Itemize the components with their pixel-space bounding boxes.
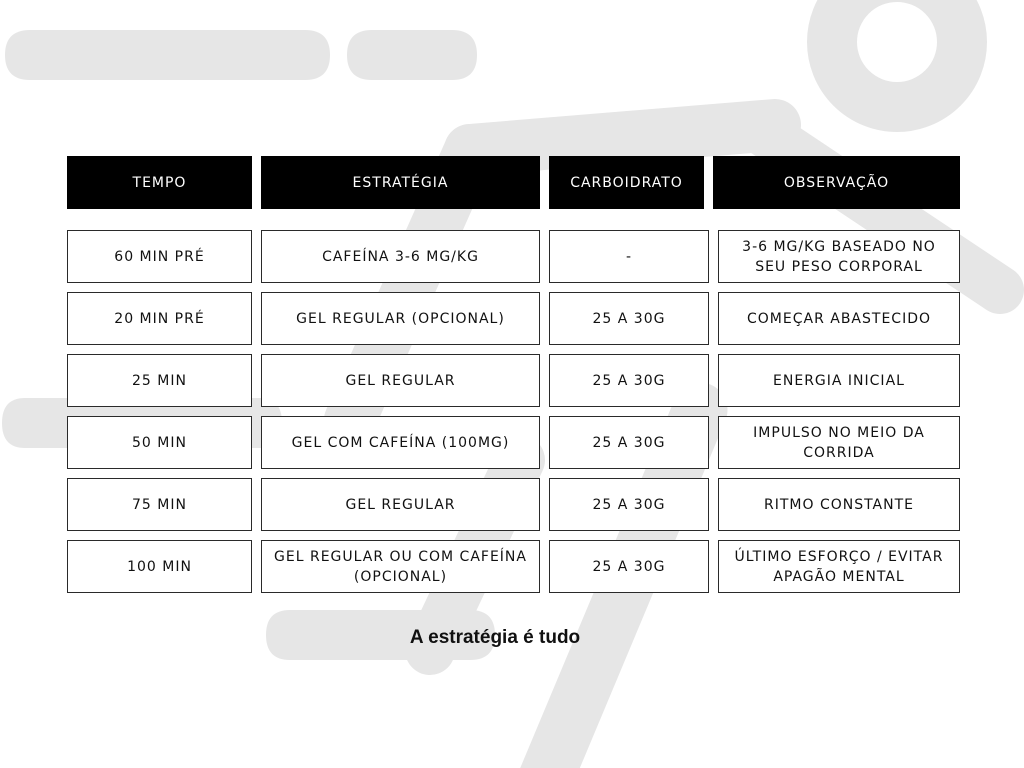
table-cell-tempo [67, 230, 252, 283]
table-cell-observacao [718, 540, 960, 593]
cell-text: 100 MIN [127, 558, 192, 575]
table-cell-estrategia [261, 416, 540, 469]
cell-text: 60 MIN PRÉ [114, 248, 205, 265]
table-cell-estrategia [261, 230, 540, 283]
cell-text: 75 MIN [132, 496, 187, 513]
table-cell-observacao [718, 416, 960, 469]
cell-text: 25 A 30G [592, 434, 666, 451]
cell-text: 25 A 30G [592, 496, 666, 513]
cell-text: 3-6 MG/KG BASEADO NO SEU PESO CORPORAL [742, 238, 936, 275]
cell-text: - [625, 248, 633, 265]
table-cell-carboidrato [549, 230, 709, 283]
header-carboidrato [549, 156, 704, 209]
header-estrategia-label: ESTRATÉGIA [352, 174, 449, 191]
header-tempo [67, 156, 252, 209]
header-carboidrato-label: CARBOIDRATO [570, 174, 683, 191]
header-observacao-label: OBSERVAÇÃO [783, 174, 890, 191]
table-cell-carboidrato [549, 354, 709, 407]
table-cell-estrategia [261, 478, 540, 531]
header-observacao [713, 156, 960, 209]
table-cell-estrategia [261, 354, 540, 407]
caption-text: A estratégia é tudo [409, 627, 581, 648]
table-cell-observacao [718, 292, 960, 345]
cell-text: 50 MIN [132, 434, 187, 451]
cell-text: COMEÇAR ABASTECIDO [747, 310, 931, 327]
cell-text: ÚLTIMO ESFORÇO / EVITAR APAGÃO MENTAL [734, 548, 944, 585]
table-cell-estrategia [261, 292, 540, 345]
table-cell-carboidrato [549, 478, 709, 531]
table-cell-carboidrato [549, 292, 709, 345]
cell-text: ENERGIA INICIAL [773, 372, 905, 389]
cell-text: GEL REGULAR OU COM CAFEÍNA (OPCIONAL) [274, 548, 527, 585]
table-cell-observacao [718, 478, 960, 531]
cell-text: 25 A 30G [592, 372, 666, 389]
table-cell-observacao [718, 354, 960, 407]
table-cell-tempo [67, 540, 252, 593]
cell-text: 20 MIN PRÉ [114, 310, 205, 327]
cell-text: 25 A 30G [592, 558, 666, 575]
cell-text: 25 MIN [132, 372, 187, 389]
table-cell-tempo [67, 354, 252, 407]
header-tempo-label: TEMPO [132, 174, 187, 191]
header-estrategia [261, 156, 540, 209]
cell-text: GEL REGULAR [345, 372, 456, 389]
table-cell-tempo [67, 292, 252, 345]
cell-text: IMPULSO NO MEIO DA CORRIDA [753, 424, 925, 461]
cell-text: RITMO CONSTANTE [763, 496, 915, 513]
table-cell-tempo [67, 478, 252, 531]
cell-text: GEL REGULAR (OPCIONAL) [296, 310, 505, 327]
cell-text: GEL REGULAR [345, 496, 456, 513]
table-cell-estrategia [261, 540, 540, 593]
table-cell-observacao [718, 230, 960, 283]
cell-text: GEL COM CAFEÍNA (100MG) [291, 434, 510, 451]
cell-text: 25 A 30G [592, 310, 666, 327]
table-cell-tempo [67, 416, 252, 469]
cell-text: CAFEÍNA 3-6 MG/KG [322, 248, 479, 265]
table-cell-carboidrato [549, 416, 709, 469]
table-cell-carboidrato [549, 540, 709, 593]
